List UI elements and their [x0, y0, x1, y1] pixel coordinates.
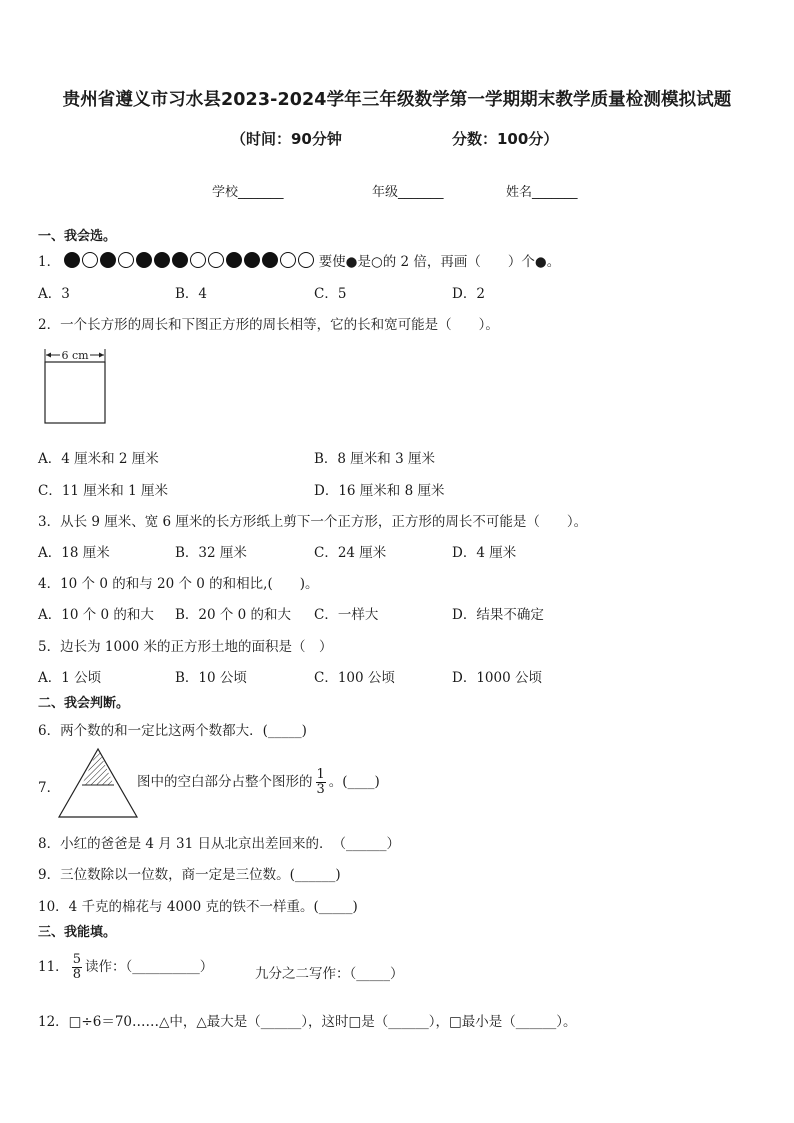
option-d: D．2 — [452, 286, 485, 302]
square-side-label: 6 cm — [61, 349, 89, 362]
option-a: A．18 厘米 — [38, 545, 110, 561]
fraction: $\frac{5}{8}$ — [72, 952, 81, 982]
triangle-figure — [56, 746, 140, 820]
filled-circle-icon — [100, 252, 116, 268]
question-2: 2．一个长方形的周长和下图正方形的周长相等，它的长和宽可能是（ ）。 — [38, 317, 499, 333]
fraction: $\frac{1}{3}$ — [316, 767, 325, 797]
filled-circle-icon — [262, 252, 278, 268]
question-12: 12．□÷6＝70……△中，△最大是（______），这时□是（______），□最小是（______）。 — [38, 1014, 577, 1030]
section-title: 三、我能填。 — [38, 925, 117, 940]
section-title: 二、我会判断。 — [38, 696, 130, 711]
option-c: C．100 公顷 — [314, 670, 395, 686]
circle-row — [64, 252, 314, 268]
answer-blank: 。(____) — [328, 774, 380, 790]
option-a: A．4 厘米和 2 厘米 — [38, 451, 159, 467]
question-1 — [38, 250, 560, 270]
empty-circle-icon — [208, 252, 224, 268]
exam-time: （时间：90分钟 — [231, 130, 342, 148]
option-a: A．1 公顷 — [38, 670, 102, 686]
question-4: 4．10 个 0 的和与 20 个 0 的和相比,( )。 — [38, 576, 319, 592]
question-5: 5．边长为 1000 米的正方形土地的面积是（ ） — [38, 639, 333, 655]
empty-circle-icon — [82, 252, 98, 268]
square-figure — [40, 346, 112, 426]
option-d: D．16 厘米和 8 厘米 — [314, 483, 445, 499]
empty-circle-icon — [298, 252, 314, 268]
page-title: 贵州省遵义市习水县2023-2024学年三年级数学第一学期期末教学质量检测模拟试题 — [62, 90, 732, 110]
question-number: 1． — [38, 254, 61, 270]
question-text: 图中的空白部分占整个图形的 — [137, 774, 313, 790]
filled-circle-icon — [64, 252, 80, 268]
option-b: B．20 个 0 的和大 — [175, 607, 292, 623]
question-6: 6．两个数的和一定比这两个数都大．(_____) — [38, 723, 307, 739]
filled-circle-icon — [244, 252, 260, 268]
question-11-part2: 九分之二写作：（_____） — [255, 966, 404, 982]
empty-circle-icon — [118, 252, 134, 268]
option-a: A．10 个 0 的和大 — [38, 607, 154, 623]
option-c: C．一样大 — [314, 607, 379, 623]
question-9: 9．三位数除以一位数，商一定是三位数。(______) — [38, 867, 341, 883]
empty-circle-icon — [190, 252, 206, 268]
school-field: 学校_______ — [212, 185, 284, 200]
option-c: C．24 厘米 — [314, 545, 387, 561]
question-10: 10．4 千克的棉花与 4000 克的铁不一样重。(_____) — [38, 899, 358, 915]
grade-field: 年级_______ — [372, 185, 444, 200]
filled-circle-icon — [172, 252, 188, 268]
question-8: 8．小红的爸爸是 4 月 31 日从北京出差回来的． （______） — [38, 836, 401, 852]
filled-circle-icon — [136, 252, 152, 268]
name-field: 姓名_______ — [506, 185, 578, 200]
option-b: B．8 厘米和 3 厘米 — [314, 451, 435, 467]
option-c: C．11 厘米和 1 厘米 — [38, 483, 168, 499]
exam-score: 分数：100分） — [452, 130, 559, 148]
question-11 — [38, 953, 213, 982]
option-b: B．10 公顷 — [175, 670, 247, 686]
option-d: D．1000 公顷 — [452, 670, 542, 686]
option-b: B．32 厘米 — [175, 545, 247, 561]
option-c: C．5 — [314, 286, 347, 302]
question-number: 7． — [38, 780, 61, 796]
question-3: 3．从长 9 厘米、宽 6 厘米的长方形纸上剪下一个正方形，正方形的周长不可能是（ ）。 — [38, 514, 588, 530]
question-7 — [137, 768, 380, 797]
option-b: B．4 — [175, 286, 208, 302]
question-text: 读作：（__________） — [84, 959, 214, 975]
question-text: 要使●是○的 2 倍，再画（ ）个●。 — [318, 254, 561, 270]
empty-circle-icon — [280, 252, 296, 268]
section-title: 一、我会选。 — [38, 229, 117, 244]
question-number: 11． — [38, 959, 69, 975]
filled-circle-icon — [154, 252, 170, 268]
option-d: D．4 厘米 — [452, 545, 517, 561]
option-d: D．结果不确定 — [452, 607, 544, 623]
option-a: A．3 — [38, 286, 70, 302]
filled-circle-icon — [226, 252, 242, 268]
